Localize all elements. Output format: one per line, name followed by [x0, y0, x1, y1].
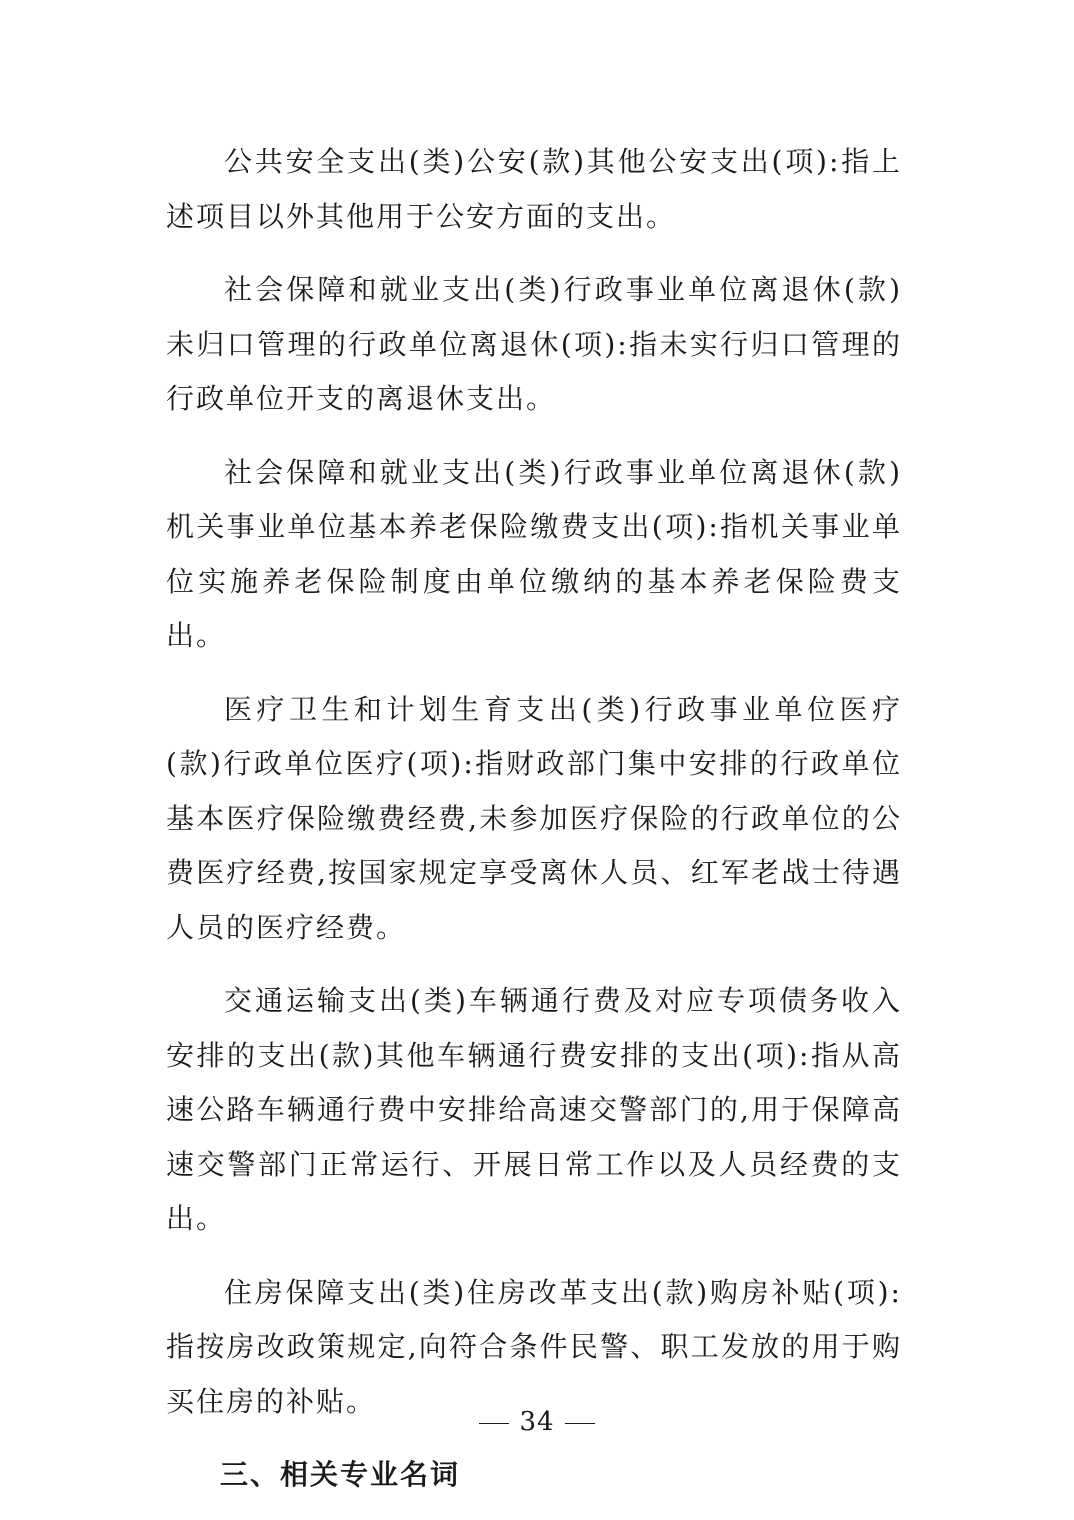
paragraph-housing: 住房保障支出(类)住房改革支出(款)购房补贴(项):指按房改政策规定,向符合条件民警、职工发放的用于购买住房的补贴。 [166, 1275, 902, 1418]
paragraph-medical: 医疗卫生和计划生育支出(类)行政事业单位医疗(款)行政单位医疗(项):指财政部门集中安排的行政单位基本医疗保险缴费经费,未参加医疗保险的行政单位的公费医疗经费,按国家规定享受离休人员、红军老战士待遇人员的医疗经费。 [166, 692, 902, 944]
paragraph-transport: 交通运输支出(类)车辆通行费及对应专项债务收入安排的支出(款)其他车辆通行费安排的支出(项):指从高速公路车辆通行费中安排给高速交警部门的,用于保障高速交警部门正常运行、开展日常工作以及人员经费的支出。 [166, 984, 902, 1235]
right-dash [565, 1423, 595, 1424]
paragraph-public-security: 公共安全支出(类)公安(款)其他公安支出(项):指上述项目以外其他用于公安方面的支出。 [166, 145, 902, 233]
paragraph-pension-insurance: 社会保障和就业支出(类)行政事业单位离退休(款)机关事业单位基本养老保险缴费支出(项):指机关事业单位实施养老保险制度由单位缴纳的基本养老保险费支出。 [166, 455, 902, 652]
left-dash [479, 1423, 509, 1424]
section-heading: 三、相关专业名词 [220, 1458, 461, 1491]
page-number-footer [0, 1402, 1074, 1442]
paragraph-retirement-unmanaged: 社会保障和就业支出(类)行政事业单位离退休(款)未归口管理的行政单位离退休(项):指未实行归口管理的行政单位开支的离退休支出。 [166, 273, 902, 415]
document-body [166, 135, 902, 1502]
page-number: 34 [519, 1407, 555, 1437]
